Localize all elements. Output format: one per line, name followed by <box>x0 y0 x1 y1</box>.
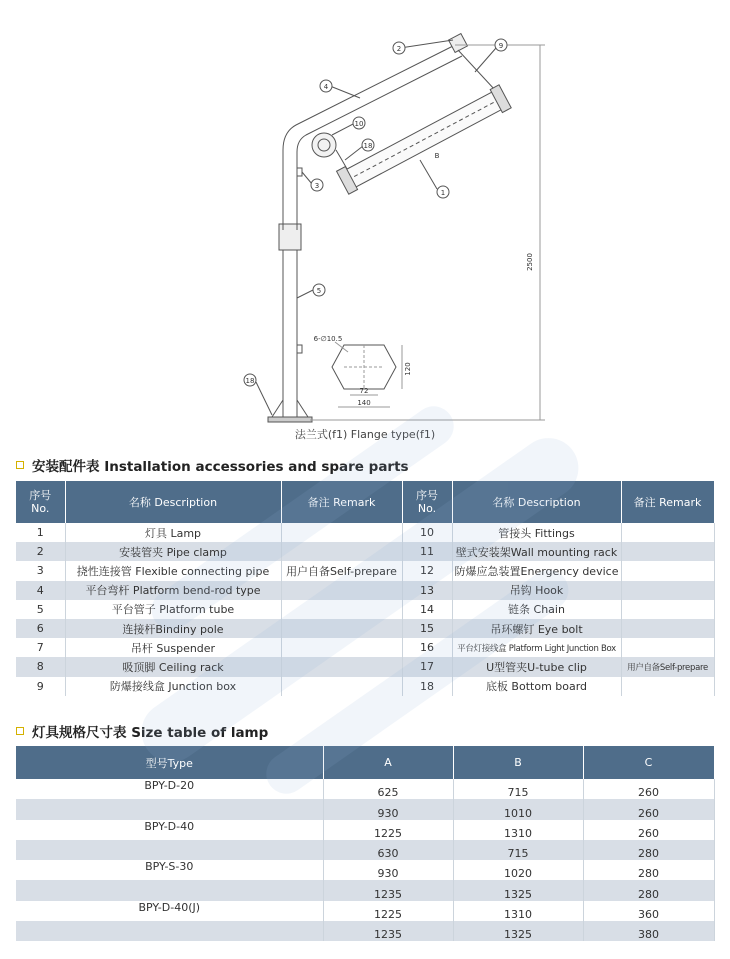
bottom-board <box>268 417 312 422</box>
cell-remark <box>281 657 402 676</box>
cell-c: 280 <box>583 860 714 880</box>
table-row <box>16 581 714 600</box>
cell-b: 1325 <box>453 880 583 900</box>
cell-b: 1020 <box>453 860 583 880</box>
table-row <box>16 542 714 561</box>
header-b: B <box>453 746 583 779</box>
header-remark-right: 备注 Remark <box>621 481 714 523</box>
cell-no: 8 <box>16 657 65 676</box>
technical-drawing <box>0 0 730 450</box>
table-row <box>16 779 714 799</box>
cell-a: 1235 <box>323 921 453 941</box>
cell-remark <box>281 542 402 561</box>
flange-dim-140: 140 <box>357 399 371 407</box>
callout-1: 1 <box>440 189 446 197</box>
cell-remark <box>621 638 714 657</box>
cell-c: 260 <box>583 799 714 819</box>
table-row <box>16 921 714 941</box>
cell-type: BPY-S-30 <box>16 860 323 880</box>
cell-remark <box>621 581 714 600</box>
accessories-title: 安装配件表 Installation accessories and spare parts <box>32 459 409 475</box>
cell-remark <box>281 523 402 542</box>
cell-description: 吊环螺钉 Eye bolt <box>452 619 621 638</box>
cell-remark <box>281 677 402 696</box>
table-row <box>16 523 714 542</box>
cell-remark: 用户自备Self-prepare <box>281 561 402 580</box>
cell-no: 12 <box>402 561 452 580</box>
callout-10: 18 <box>363 142 373 150</box>
cell-description: 平台灯接线盒 Platform Light Junction Box <box>452 638 621 657</box>
cell-description: 吊杆 Suspender <box>65 638 281 657</box>
u-clip-1 <box>297 168 302 176</box>
cell-b: 715 <box>453 779 583 799</box>
cell-a: 930 <box>323 799 453 819</box>
table-row <box>16 880 714 900</box>
cell-description: 管接头 Fittings <box>452 523 621 542</box>
cell-description: 平台管子 Platform tube <box>65 600 281 619</box>
cell-a: 930 <box>323 860 453 880</box>
callout-4: 4 <box>323 83 329 91</box>
cell-c: 260 <box>583 820 714 840</box>
callout-3: 3 <box>314 182 320 190</box>
lamp-installation-diagram <box>0 0 730 450</box>
size-table-title: 灯具规格尺寸表 Size table of lamp <box>32 725 269 741</box>
header-no-right: 序号 No. <box>402 481 452 523</box>
leader-6 <box>475 48 496 72</box>
cell-no: 2 <box>16 542 65 561</box>
table-row <box>16 860 714 880</box>
callout-6: 9 <box>498 42 504 50</box>
cell-remark <box>621 677 714 696</box>
cell-no: 18 <box>402 677 452 696</box>
table-row <box>16 901 714 921</box>
header-type: 型号Type <box>16 746 323 779</box>
table-row <box>16 820 714 840</box>
header-c: C <box>583 746 714 779</box>
cell-description: 壁式安装架Wall mounting rack <box>452 542 621 561</box>
leader-4 <box>330 86 360 98</box>
cell-no: 13 <box>402 581 452 600</box>
cell-no: 10 <box>402 523 452 542</box>
pipe-clamp <box>449 34 468 53</box>
dim-B-label: B <box>434 152 440 160</box>
cell-type <box>16 799 323 819</box>
header-no-left: 序号 No. <box>16 481 65 523</box>
table-row <box>16 799 714 819</box>
cell-type: BPY-D-40(J) <box>16 901 323 921</box>
cell-description: 灯具 Lamp <box>65 523 281 542</box>
cell-b: 1325 <box>453 921 583 941</box>
table-row <box>16 657 714 676</box>
table-row <box>16 619 714 638</box>
section-marker-icon <box>16 461 24 469</box>
cell-description: 平台弯杆 Platform bend-rod type <box>65 581 281 600</box>
callout-9: 10 <box>354 120 364 128</box>
cell-remark <box>621 523 714 542</box>
cell-b: 1310 <box>453 901 583 921</box>
leader-5 <box>297 290 313 298</box>
cell-remark: 用户自备Self-prepare <box>621 657 714 676</box>
cell-no: 7 <box>16 638 65 657</box>
cell-c: 360 <box>583 901 714 921</box>
cell-b: 1010 <box>453 799 583 819</box>
cell-description: 吸顶脚 Ceiling rack <box>65 657 281 676</box>
flange-dim-72: 72 <box>359 387 369 395</box>
cell-remark <box>281 619 402 638</box>
cell-description: 防爆应急装置Energency device <box>452 561 621 580</box>
leader-10 <box>345 146 363 160</box>
drawing-caption: 法兰式(f1) Flange type(f1) <box>294 428 436 441</box>
cell-no: 16 <box>402 638 452 657</box>
leader-3 <box>302 172 312 184</box>
cell-type <box>16 840 323 860</box>
cell-type: BPY-D-20 <box>16 779 323 799</box>
cell-no: 9 <box>16 677 65 696</box>
cell-no: 17 <box>402 657 452 676</box>
cell-remark <box>621 619 714 638</box>
cell-type <box>16 880 323 900</box>
cell-description: 防爆接线盒 Junction box <box>65 677 281 696</box>
cell-a: 1225 <box>323 901 453 921</box>
section-marker-icon <box>16 727 24 735</box>
base-rib-right <box>297 400 308 417</box>
cell-c: 380 <box>583 921 714 941</box>
lamp-body <box>337 85 512 194</box>
table-row <box>16 600 714 619</box>
accessories-section-title <box>16 455 409 475</box>
size-table <box>16 746 715 941</box>
cell-remark <box>621 561 714 580</box>
flange-hole-label: 6-∅10.5 <box>313 335 343 343</box>
cell-c: 260 <box>583 779 714 799</box>
leader-18 <box>256 382 272 415</box>
flange-dim-120: 120 <box>404 362 412 376</box>
header-description-left: 名称 Description <box>65 481 281 523</box>
pipe-joint <box>279 224 301 250</box>
cell-b: 715 <box>453 840 583 860</box>
cell-no: 6 <box>16 619 65 638</box>
cell-remark <box>281 600 402 619</box>
callout-18: 18 <box>245 377 255 385</box>
header-remark-left: 备注 Remark <box>281 481 402 523</box>
cell-a: 1225 <box>323 820 453 840</box>
cell-a: 630 <box>323 840 453 860</box>
callout-2: 2 <box>396 45 402 53</box>
cell-remark <box>621 542 714 561</box>
cell-description: 挠性连接管 Flexible connecting pipe <box>65 561 281 580</box>
cell-type <box>16 921 323 941</box>
size-header-row <box>16 746 714 779</box>
cell-a: 625 <box>323 779 453 799</box>
cell-no: 3 <box>16 561 65 580</box>
table-row <box>16 677 714 696</box>
cell-no: 14 <box>402 600 452 619</box>
cell-description: U型管夹U-tube clip <box>452 657 621 676</box>
cell-remark <box>281 581 402 600</box>
header-a: A <box>323 746 453 779</box>
cell-b: 1310 <box>453 820 583 840</box>
table-row <box>16 561 714 580</box>
cell-no: 4 <box>16 581 65 600</box>
cell-no: 15 <box>402 619 452 638</box>
cell-no: 1 <box>16 523 65 542</box>
cell-c: 280 <box>583 880 714 900</box>
leader-2 <box>400 40 453 48</box>
cell-description: 连接杆Bindiny pole <box>65 619 281 638</box>
cell-no: 5 <box>16 600 65 619</box>
cell-remark <box>281 638 402 657</box>
cell-description: 底板 Bottom board <box>452 677 621 696</box>
cell-c: 280 <box>583 840 714 860</box>
cell-description: 安装管夹 Pipe clamp <box>65 542 281 561</box>
cell-description: 链条 Chain <box>452 600 621 619</box>
junction-box <box>312 133 336 157</box>
cell-remark <box>621 600 714 619</box>
cell-a: 1235 <box>323 880 453 900</box>
accessories-table <box>16 481 715 696</box>
cell-type: BPY-D-40 <box>16 820 323 840</box>
callout-5: 5 <box>316 287 322 295</box>
leader-1 <box>420 160 437 189</box>
cell-no: 11 <box>402 542 452 561</box>
base-rib-left <box>272 400 283 417</box>
dim-2500-label: 2500 <box>526 253 534 271</box>
cell-description: 吊钩 Hook <box>452 581 621 600</box>
u-clip-2 <box>297 345 302 353</box>
table-row <box>16 638 714 657</box>
leader-9 <box>332 123 355 135</box>
platform-tube <box>283 230 297 418</box>
accessories-header-row <box>16 481 714 523</box>
size-section-title <box>16 721 268 741</box>
table-row <box>16 840 714 860</box>
header-description-right: 名称 Description <box>452 481 621 523</box>
